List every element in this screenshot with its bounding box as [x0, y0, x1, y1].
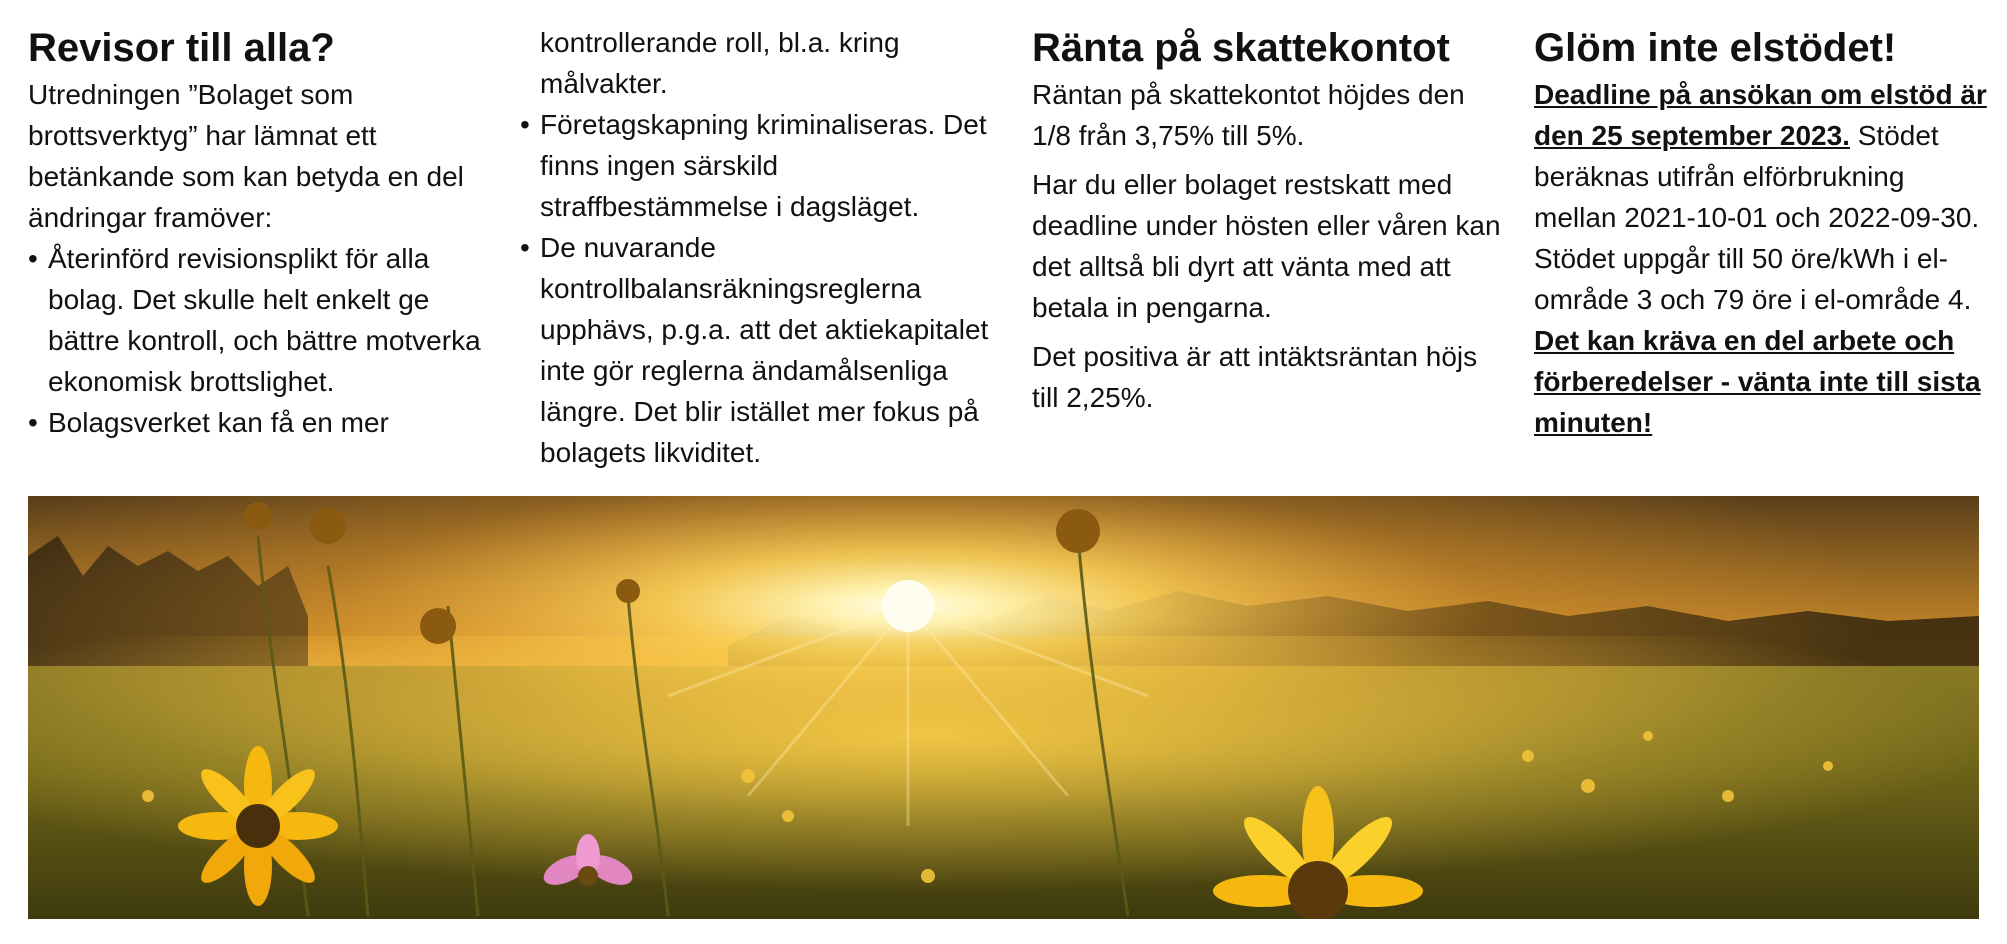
warning-text: Det kan kräva en del arbete och förberedelser - vänta inte till sista minuten! [1534, 325, 1981, 438]
bullet-list-continued [520, 22, 1000, 473]
article-revisor [28, 22, 488, 443]
list-item: • De nuvarande kontrollbalansräkningsreglerna upphävs, p.g.a. att det aktiekapitalet inte gör reglerna ändamålsenliga längre. Det blir istället mer fokus på bolagets likviditet. [520, 227, 1000, 473]
bullet-list-revisor [28, 238, 488, 443]
heading-elstod: Glöm inte elstödet! [1534, 26, 1897, 70]
intro-revisor: Utredningen ”Bolaget som brottsverktyg” har lämnat ett betänkande som kan betyda en del ändringar framöver: [28, 79, 464, 233]
elstod-body: Stödet beräknas utifrån elförbrukning mellan 2021-10-01 och 2022-09-30. Stödet uppgår till 50 öre/kWh i el-område 3 och 79 öre i el-område 4. [1534, 120, 1980, 315]
list-item: • Återinförd revisionsplikt för alla bolag. Det skulle helt enkelt ge bättre kontroll, och bättre motverka ekonomisk brottslighet. [28, 238, 488, 402]
sunset-meadow-illustration [28, 496, 1979, 919]
article-revisor-continued [520, 22, 1000, 473]
list-item: • Bolagsverket kan få en mer [28, 402, 488, 443]
elstod-paragraph [1534, 74, 1994, 443]
article-ranta [1032, 22, 1502, 418]
heading-ranta: Ränta på skattekontot [1032, 26, 1450, 70]
deadline-text: Deadline på ansökan om elstöd är den 25 september 2023. [1534, 79, 1987, 151]
list-item: • Företagskapning kriminaliseras. Det finns ingen särskild straffbestämmelse i dagsläget. [520, 104, 1000, 227]
paragraph: Det positiva är att intäktsräntan höjs till 2,25%. [1032, 341, 1478, 413]
article-elstod [1534, 22, 1994, 443]
sunset-meadow-photo [28, 496, 1979, 919]
heading-revisor: Revisor till alla? [28, 26, 335, 70]
paragraph: Har du eller bolaget restskatt med deadline under hösten eller våren kan det alltså bli dyrt att vänta med att betala in pengarna. [1032, 169, 1501, 323]
paragraph: Räntan på skattekontot höjdes den 1/8 från 3,75% till 5%. [1032, 79, 1465, 151]
list-item-continued: kontrollerande roll, bl.a. kring målvakter. [540, 27, 900, 99]
